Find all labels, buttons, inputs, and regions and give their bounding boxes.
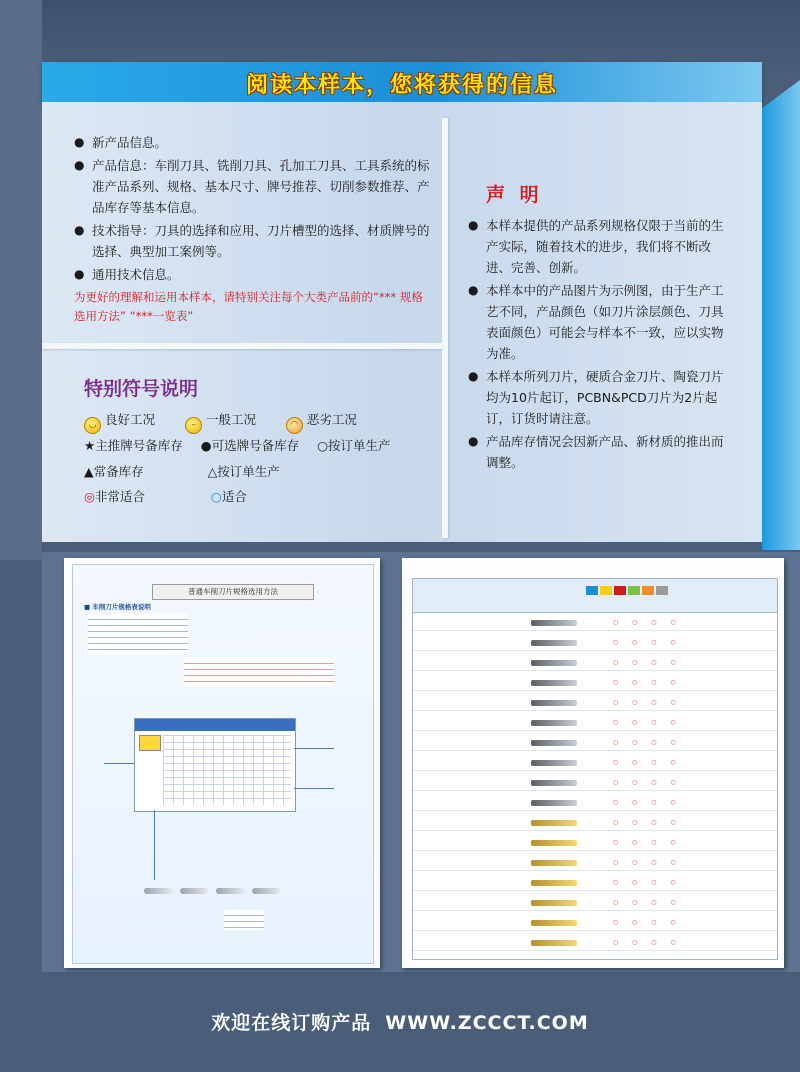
tool-image-icon	[531, 880, 577, 886]
table-row	[413, 837, 777, 851]
row-marks: ○ ○ ○ ○	[613, 779, 682, 786]
tool-image-icon	[144, 888, 172, 894]
statement-item: ● 产品库存情况会因新产品、新材质的推出而调整。	[468, 431, 730, 473]
tool-image-icon	[531, 860, 577, 866]
row-marks: ○ ○ ○ ○	[613, 919, 682, 926]
material-color-chip	[586, 586, 598, 595]
table-row	[413, 677, 777, 691]
tool-image-icon	[531, 840, 577, 846]
sample-tool-images	[144, 888, 294, 904]
statement-list	[468, 215, 730, 475]
info-list	[74, 132, 430, 287]
row-marks: ○ ○ ○ ○	[613, 659, 682, 666]
grade-symbols-row	[84, 436, 391, 454]
statement-item: ● 本样本提供的产品系列规格仅限于当前的生产实际，随着技术的进步，我们将不断改进、完善、创新。	[468, 215, 730, 278]
tool-image-icon	[531, 800, 577, 806]
tool-image-icon	[531, 920, 577, 926]
row-marks: ○ ○ ○ ○	[613, 799, 682, 806]
row-marks: ○ ○ ○ ○	[613, 839, 682, 846]
page-title: 阅读本样本，您将获得的信息	[245, 73, 558, 98]
table-row	[413, 697, 777, 711]
sample-table-body	[412, 612, 778, 960]
sample-table-header	[412, 578, 778, 614]
tool-image-icon	[531, 640, 577, 646]
sample-page-title: 普通车削刀片规格选用方法	[152, 584, 314, 600]
symbol-legend: ○按订单生产	[317, 438, 391, 453]
double-circle-icon: ◎	[84, 489, 95, 504]
tool-image-icon	[531, 820, 577, 826]
callout-line	[294, 788, 334, 789]
row-marks: ○ ○ ○ ○	[613, 679, 682, 686]
tool-image-icon	[531, 900, 577, 906]
tool-image-icon	[180, 888, 208, 894]
material-color-chip	[600, 586, 612, 595]
table-row	[413, 637, 777, 651]
callout-line	[104, 763, 134, 764]
sample-text-lines	[224, 910, 264, 930]
right-edge-decoration	[762, 80, 800, 550]
footer-slogan: 欢迎在线订购产品	[211, 1012, 372, 1034]
conditions-row	[84, 410, 357, 434]
row-marks: ○ ○ ○ ○	[613, 639, 682, 646]
tool-image-icon	[531, 700, 577, 706]
table-row	[413, 617, 777, 631]
row-marks: ○ ○ ○ ○	[613, 619, 682, 626]
table-row	[413, 817, 777, 831]
sample-page-subtitle: ■ 车削刀片规格表说明	[84, 603, 151, 611]
row-marks: ○ ○ ○ ○	[613, 859, 682, 866]
table-row	[413, 657, 777, 671]
sample-text-lines	[88, 614, 188, 654]
table-row	[413, 797, 777, 811]
tool-image-icon	[531, 720, 577, 726]
sample-table-diagram	[134, 718, 296, 812]
statement-item: ● 本样本中的产品图片为示例图，由于生产工艺不同，产品颜色（如刀片涂层颜色、刀具表面颜色）可能会与样本不一致，应以实物为准。	[468, 280, 730, 364]
tool-image-icon	[531, 740, 577, 746]
attention-note: 为更好的理解和运用本样本，请特别关注每个大类产品前的“*** 规格选用方法” “***一览表”	[74, 290, 423, 323]
row-marks: ○ ○ ○ ○	[613, 739, 682, 746]
info-item: ● 新产品信息。	[74, 132, 430, 153]
row-marks: ○ ○ ○ ○	[613, 879, 682, 886]
row-marks: ○ ○ ○ ○	[613, 719, 682, 726]
tool-image-icon	[531, 660, 577, 666]
row-marks: ○ ○ ○ ○	[613, 819, 682, 826]
symbols-title: 特别符号说明	[84, 378, 199, 400]
tool-image-icon	[531, 940, 577, 946]
good-face-icon: ◡	[84, 417, 101, 434]
sample-text-lines	[184, 658, 334, 686]
row-marks: ○ ○ ○ ○	[613, 939, 682, 946]
neutral-face-icon: –	[185, 417, 202, 434]
row-marks: ○ ○ ○ ○	[613, 899, 682, 906]
table-row	[413, 717, 777, 731]
symbol-legend: ▲常备库存	[84, 464, 144, 479]
tool-image-icon	[216, 888, 244, 894]
symbol-legend: 适合	[221, 489, 247, 504]
material-color-chip	[628, 586, 640, 595]
vertical-divider	[442, 118, 448, 538]
symbol-legend: ●可选牌号备库存	[200, 438, 300, 453]
material-color-chip	[656, 586, 668, 595]
diagram-grid	[163, 735, 291, 805]
bad-face-icon: ◠	[286, 417, 303, 434]
row-marks: ○ ○ ○ ○	[613, 699, 682, 706]
suitability-row	[84, 487, 247, 505]
table-row	[413, 917, 777, 931]
tool-image-icon	[252, 888, 280, 894]
symbol-legend: 非常适合	[94, 489, 145, 504]
stock-symbols-row	[84, 462, 280, 480]
statement-title: 声 明	[486, 184, 543, 206]
table-row	[413, 857, 777, 871]
horizontal-divider	[42, 343, 442, 349]
row-marks: ○ ○ ○ ○	[613, 759, 682, 766]
tool-image-icon	[531, 680, 577, 686]
tool-image-icon	[531, 780, 577, 786]
table-row	[413, 897, 777, 911]
table-row	[413, 877, 777, 891]
symbol-legend: △按订单生产	[207, 464, 280, 479]
title-bar	[42, 62, 762, 102]
material-color-chip	[614, 586, 626, 595]
info-item: ● 技术指导：刀具的选择和应用、刀片槽型的选择、材质牌号的选择、典型加工案例等。	[74, 220, 430, 262]
sample-page-right	[402, 558, 784, 968]
insert-shape-icon	[139, 735, 161, 751]
info-item: ● 通用技术信息。	[74, 264, 430, 285]
table-row	[413, 777, 777, 791]
condition-label: 恶劣工况	[306, 412, 357, 427]
tool-image-icon	[531, 620, 577, 626]
table-row	[413, 757, 777, 771]
condition-label: 良好工况	[104, 412, 155, 427]
statement-item: ● 本样本所列刀片，硬质合金刀片、陶瓷刀片均为10片起订，PCBN&PCD刀片为2片起订，订货时请注意。	[468, 366, 730, 429]
circle-icon: ○	[210, 489, 222, 504]
sample-page-left	[64, 558, 380, 968]
tool-image-icon	[531, 760, 577, 766]
left-stripe	[0, 0, 42, 560]
callout-line	[294, 748, 334, 749]
diagram-header	[135, 719, 295, 731]
info-item: ● 产品信息：车削刀具、铣削刀具、孔加工刀具、工具系统的标准产品系列、规格、基本尺寸、牌号推荐、切削参数推荐、产品库存等基本信息。	[74, 155, 430, 218]
symbol-legend: ★主推牌号备库存	[84, 438, 183, 453]
material-color-chip	[642, 586, 654, 595]
condition-label: 一般工况	[205, 412, 256, 427]
footer-url[interactable]: WWW.ZCCCT.COM	[385, 1012, 589, 1034]
table-row	[413, 937, 777, 951]
callout-line	[154, 810, 155, 880]
footer	[0, 1008, 800, 1035]
table-row	[413, 737, 777, 751]
